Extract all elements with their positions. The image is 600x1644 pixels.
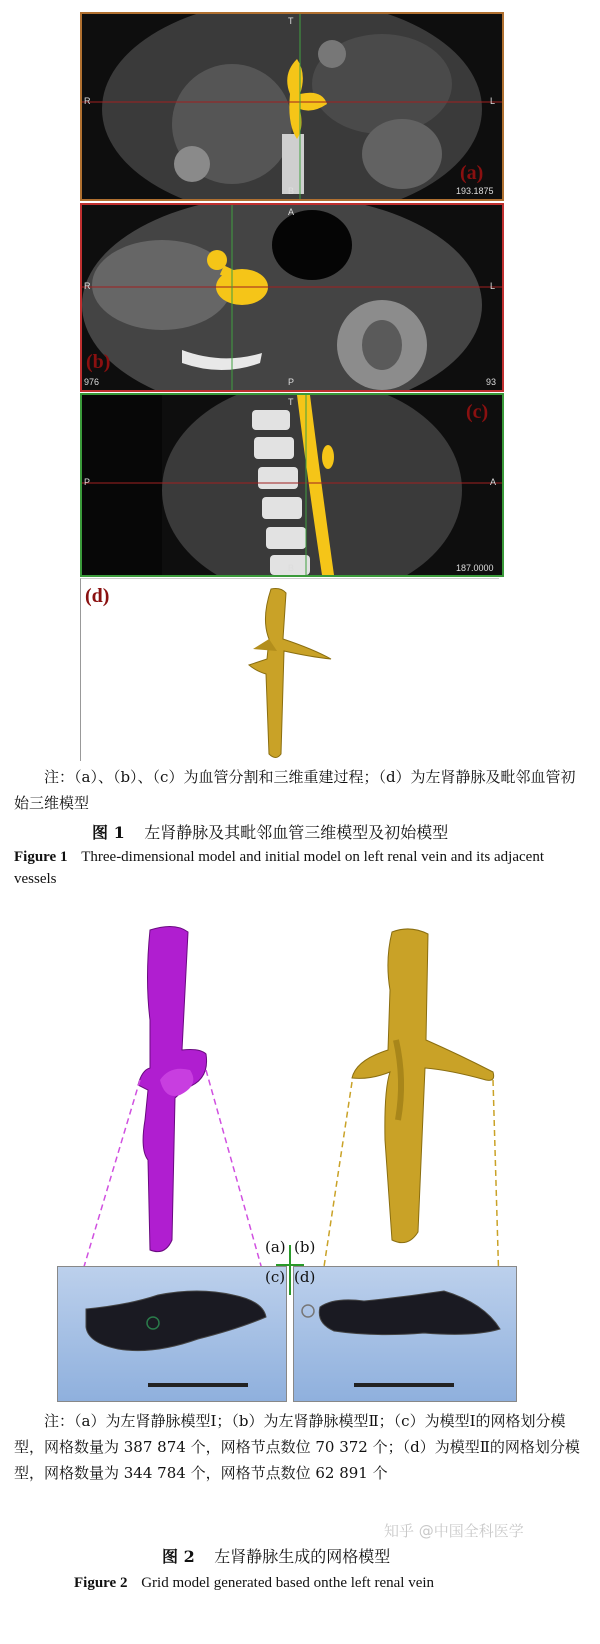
orientation-left-c: P: [84, 477, 91, 487]
figure-1-caption-zh: 左肾静脉及其毗邻血管三维模型及初始模型: [144, 823, 449, 842]
figure-2-label-b: (b): [294, 1238, 316, 1256]
mesh-panel-d: [293, 1266, 517, 1402]
mesh-model-d: [294, 1267, 516, 1401]
model-panel-d: [80, 578, 499, 761]
figure-2-label-a: (a): [265, 1238, 286, 1256]
orientation-right-c: A: [490, 477, 497, 487]
ct-image-a: [82, 14, 502, 199]
ct-panel-c: [80, 393, 504, 577]
orientation-bottom-a: B: [288, 186, 295, 196]
figure-2-number-en: Figure 2: [74, 1575, 128, 1591]
ct-image-b: [82, 205, 502, 390]
figure-1-caption-en: Three-dimensional model and initial model on left renal vein and its adjacent vessels: [14, 849, 544, 887]
orientation-left-b: R: [84, 281, 91, 291]
figure-1-number-zh: 图 1: [92, 823, 125, 842]
ct-panel-a: [80, 12, 504, 201]
readout-c: 187.0000: [456, 563, 494, 573]
figure-1-number-en: Figure 1: [14, 849, 68, 865]
watermark: 知乎 @中国全科医学: [384, 1522, 524, 1540]
orientation-right-a: L: [490, 96, 496, 106]
panel-label-b: (b): [86, 351, 111, 373]
orientation-right-b: L: [490, 281, 496, 291]
ct-panel-b: [80, 203, 504, 392]
panel-label-d: (d): [85, 585, 110, 607]
mesh-model-c: [58, 1267, 286, 1401]
figure-2-title-zh: [162, 1544, 390, 1567]
figure-1-title-zh: [92, 820, 448, 843]
orientation-top-b: A: [288, 207, 295, 217]
figure-2-caption-zh: 左肾静脉生成的网格模型: [214, 1547, 391, 1566]
orientation-bottom-c: B: [288, 563, 295, 573]
mesh-panel-c: [57, 1266, 287, 1402]
ct-image-c: [82, 395, 502, 575]
panel-label-c: (c): [466, 401, 489, 423]
panel-label-a: (a): [460, 162, 484, 184]
figure-2-caption-en: Grid model generated based onthe left renal vein: [141, 1575, 435, 1591]
orientation-top-a: T: [288, 16, 294, 26]
readout-a: 193.1875: [456, 186, 494, 196]
orientation-bottom-b: P: [288, 377, 295, 387]
initial-3d-model: [81, 579, 499, 761]
orientation-left-a: R: [84, 96, 91, 106]
figure-2-label-c: (c): [265, 1268, 286, 1286]
readout-b-right: 93: [486, 377, 497, 387]
figure-2-note: 注：（a）为左肾静脉模型Ⅰ；（b）为左肾静脉模型Ⅱ；（c）为模型Ⅰ的网格划分模型，网格数量为 387 874 个，网格节点数位 70 372 个；（d）为模型Ⅱ的网格划分模型，网格数量为 344 784 个，网格节点数位 62 891 个: [14, 1412, 580, 1482]
readout-b-left: 976: [84, 377, 100, 387]
figure-2-title-en: [74, 1572, 434, 1594]
figure-2-number-zh: 图 2: [162, 1547, 195, 1566]
orientation-top-c: T: [288, 397, 294, 407]
figure-2-label-d: (d): [294, 1268, 316, 1286]
figure-2-models: [0, 920, 600, 1320]
figure-1-note: 注：（a）、（b）、（c）为血管分割和三维重建过程；（d）为左肾静脉及毗邻血管初始三维模型: [14, 768, 576, 812]
figure-1-title-en: [14, 846, 586, 890]
